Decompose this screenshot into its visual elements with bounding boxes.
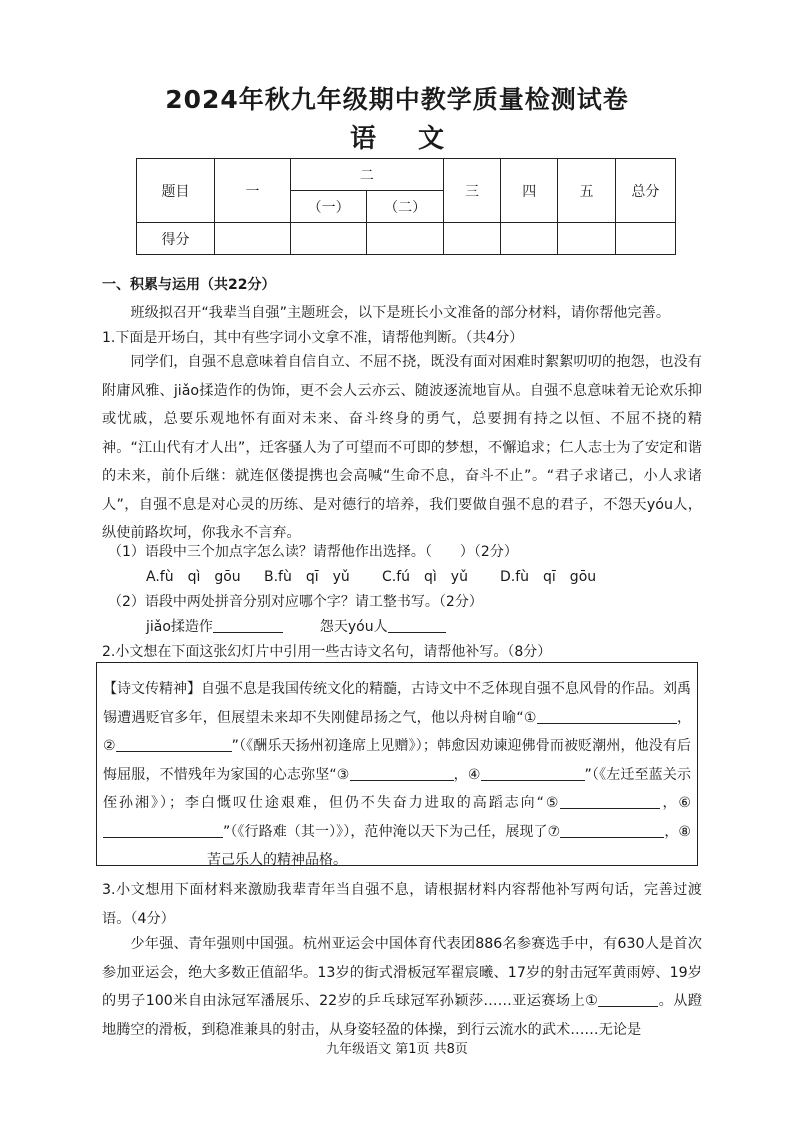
col-header-3: 三 <box>443 159 500 223</box>
slide-text-part-7: ”（《行路难（其一）》），范仲淹以天下为己任，展现了⑦ <box>223 823 561 840</box>
fill-blank-7[interactable] <box>560 821 664 838</box>
col-header-2a: （一） <box>290 191 366 223</box>
option-c[interactable]: C.fú qì yǔ <box>382 569 468 585</box>
section-heading: 一、积累与运用（共22分） <box>102 277 276 293</box>
pinyin-item-2: 怨天yóu人 <box>319 619 388 635</box>
question-3-passage-end: 。从蹬地腾空的滑板，到稳准兼具的射击，从身姿轻盈的体操，到行云流水的武术……无论是 <box>102 993 702 1038</box>
score-cell-1[interactable] <box>214 223 290 255</box>
slide-text-part-6: ，⑥ <box>660 795 691 811</box>
subject-char-1: 语 <box>349 124 376 154</box>
question-1-2-blanks <box>146 615 446 639</box>
col-header-4: 四 <box>501 159 558 223</box>
question-1-stem: 1.下面是开场白，其中有些字词小文拿不准，请帮他判断。（共4分） <box>102 330 524 346</box>
slide-text <box>103 675 691 875</box>
transition-blank-1[interactable] <box>598 990 658 1007</box>
score-cell-total[interactable] <box>615 223 675 255</box>
score-cell-4[interactable] <box>501 223 558 255</box>
score-cell-5[interactable] <box>558 223 615 255</box>
fill-blank-6[interactable] <box>103 821 223 838</box>
fill-blank-5b[interactable] <box>598 792 660 809</box>
option-d[interactable]: D.fù qī gōu <box>500 569 597 585</box>
subject-title <box>0 118 794 155</box>
fill-blank-3[interactable] <box>350 764 454 781</box>
section-intro: 班级拟召开“我辈当自强”主题班会，以下是班长小文准备的部分材料，请你帮他完善。 <box>130 305 671 321</box>
slide-text-part-1: 【诗文传精神】自强不息是我国传统文化的精髓，古诗文中不乏体现自强不息风骨的作品。刘禹锡遭遇贬官多年，但展望未来却不失刚健昂扬之气，他以舟树自喻“① <box>103 681 691 726</box>
exam-title: 2024年秋九年级期中教学质量检测试卷 <box>165 85 629 114</box>
score-cell-3[interactable] <box>443 223 500 255</box>
fill-blank-8[interactable] <box>103 849 207 866</box>
fill-blank-1b[interactable] <box>633 707 677 724</box>
slide-text-part-3: ”（《酬乐天扬州初逢席上见赠》）；韩愈因劝谏迎佛骨而被贬潮州，他没有后悔屈服，不惜残年为家国的心志弥坚“③ <box>103 738 691 783</box>
fill-blank-4[interactable] <box>481 764 585 781</box>
col-header-2: 二 <box>290 159 443 191</box>
question-3-passage-text: 少年强、青年强则中国强。杭州亚运会中国体育代表团886名参赛选手中，有630人是首次参加亚运会，绝大多数正值韶华。13岁的街式滑板冠军翟宸曦、17岁的射击冠军黄雨婷、19岁的男子100米自由泳冠军潘展乐、22岁的乒乓球冠军孙颖莎……亚运赛场上① <box>102 936 702 1009</box>
question-1-1-options <box>146 565 618 589</box>
fill-blank-2[interactable] <box>116 735 232 752</box>
col-header-5: 五 <box>558 159 615 223</box>
question-1-passage: 同学们，自强不息意味着自信自立、不屈不挠，既没有面对困难时絮絮叨叨的抱怨，也没有附庸风雅、jiǎo揉造作的伪饰，更不会人云亦云、随波逐流地盲从。自强不息意味着无论欢乐抑或忧戚，总要乐观地怀有面对未来、奋斗终身的勇气，总要拥有持之以恒、不屈不挠的精神。“江山代有才人出”，迁客骚人为了可望而不可即的梦想，不懈追求；仁人志士为了安定和谐的未来，前仆后继：就连伛偻提携也会高喊“生命不息，奋斗不止”。“君子求诸己，小人求诸人”，自强不息是对心灵的历练、是对德行的培养，我们要做自强不息的君子，不怨天yóu人，纵使前路坎坷，你我永不言弃。 <box>102 354 702 541</box>
score-table <box>136 158 676 255</box>
score-cell-2a[interactable] <box>290 223 366 255</box>
question-1-1: （1）语段中三个加点字怎么读？请帮他作出选择。（ ）（2分） <box>108 544 518 560</box>
slide-box <box>96 662 698 866</box>
option-a[interactable]: A.fù qì gōu <box>146 569 241 585</box>
answer-blank-1[interactable] <box>213 616 283 633</box>
col-header-total: 总分 <box>615 159 675 223</box>
slide-text-part-4: ，④ <box>453 766 481 783</box>
pinyin-item-1: jiǎo揉造作 <box>146 619 213 635</box>
slide-text-part-9: 苦己乐人的精神品格。 <box>207 852 347 868</box>
slide-text-part-5: ”（《左迁至蓝关示侄孙湘》）；李白慨叹仕途艰难，但仍不失奋力进取的高蹈志向“⑤ <box>103 766 691 811</box>
slide-text-part-8: ，⑧ <box>664 823 691 840</box>
page-footer: 九年级语文 第1页 共8页 <box>326 1042 468 1057</box>
score-cell-2b[interactable] <box>367 223 443 255</box>
question-3-passage <box>102 930 702 1044</box>
question-2-stem: 2.小文想在下面这张幻灯片中引用一些古诗文名句，请帮他补写。（8分） <box>102 644 552 660</box>
answer-blank-2[interactable] <box>388 616 446 633</box>
slide-text-part-2: ，② <box>103 709 691 754</box>
subject-char-2: 文 <box>418 124 445 154</box>
row-label-question: 题目 <box>137 159 215 223</box>
question-3-stem: 3.小文想用下面材料来激励我辈青年当自强不息，请根据材料内容帮他补写两句话，完善过渡语。（4分） <box>102 882 702 927</box>
col-header-2b: （二） <box>367 191 443 223</box>
question-1-2: （2）语段中两处拼音分别对应哪个字？请工整书写。（2分） <box>108 594 483 610</box>
fill-blank-1a[interactable] <box>537 707 633 724</box>
fill-blank-5a[interactable] <box>560 792 598 809</box>
col-header-1: 一 <box>214 159 290 223</box>
option-b[interactable]: B.fù qī yǔ <box>264 569 350 585</box>
row-label-score: 得分 <box>137 223 215 255</box>
